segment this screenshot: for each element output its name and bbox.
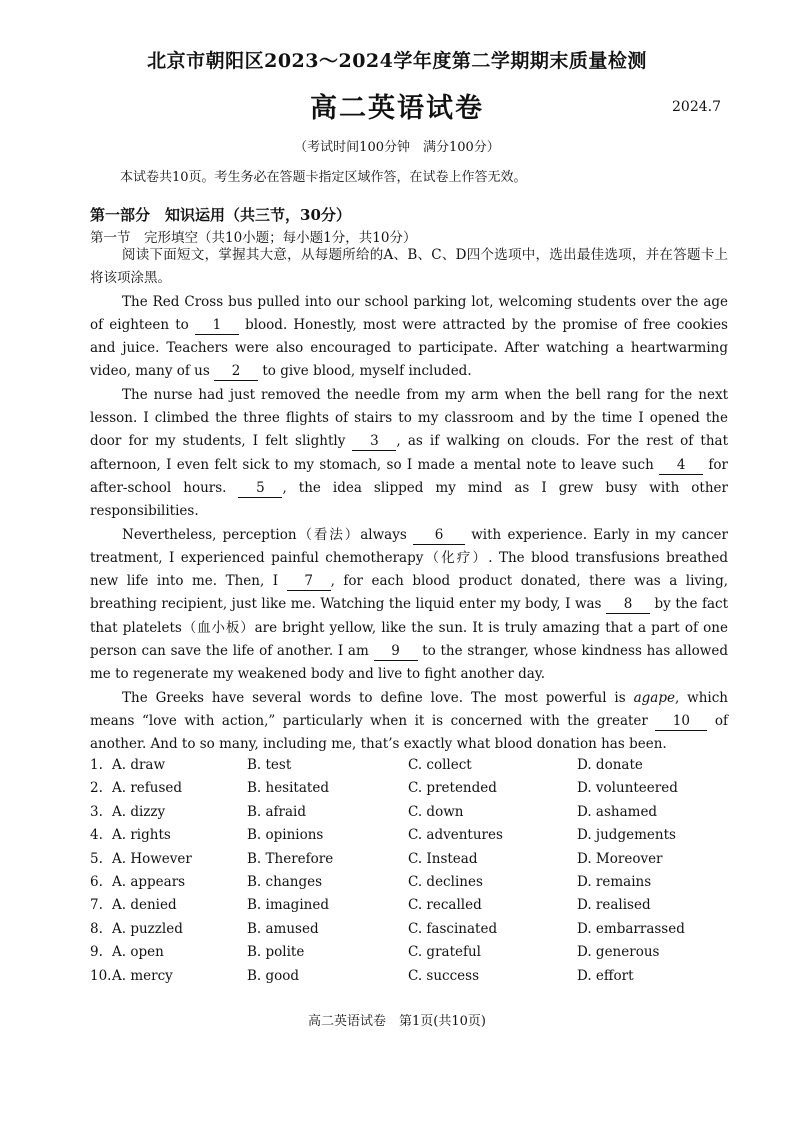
option-b: B. Therefore bbox=[247, 850, 334, 867]
option-row bbox=[90, 757, 710, 780]
instruction: 阅读下面短文，掌握其大意，从每题所给的A、B、C、D四个选项中，选出最佳选项，并在答题卡上将该项涂黑。 bbox=[90, 247, 728, 287]
page-title: 高二英语试卷 bbox=[310, 93, 484, 124]
option-c: C. recalled bbox=[408, 897, 482, 914]
passage-text: , the idea slipped my mind as I grew busy with other responsibilities. bbox=[90, 479, 728, 520]
question-number: 7. bbox=[90, 897, 103, 914]
option-b: B. afraid bbox=[247, 803, 307, 820]
passage-paragraph-3 bbox=[90, 524, 728, 687]
question-number: 8. bbox=[90, 920, 103, 937]
option-d: D. effort bbox=[577, 967, 634, 984]
option-b: B. good bbox=[247, 967, 300, 984]
option-d: D. judgements bbox=[577, 827, 676, 844]
passage-text: to give blood, myself included. bbox=[258, 363, 472, 380]
passage-text: Nevertheless, perception（看法）always bbox=[122, 526, 413, 543]
page-footer: 高二英语试卷 第1页(共10页) bbox=[308, 1014, 486, 1029]
question-number: 3. bbox=[90, 803, 103, 820]
passage-text: of another. And to so many, including me, that’s exactly what blood donation has been. bbox=[90, 712, 728, 753]
option-d: D. Moreover bbox=[577, 850, 663, 867]
passage-paragraph-1 bbox=[90, 291, 728, 384]
option-c: C. fascinated bbox=[408, 920, 498, 937]
option-a: A. puzzled bbox=[112, 920, 183, 937]
option-a: A. mercy bbox=[112, 967, 173, 984]
option-a: A. denied bbox=[112, 897, 177, 914]
option-b: B. amused bbox=[247, 920, 319, 937]
passage-text: The Greeks have several words to define love. The most powerful is bbox=[122, 689, 634, 706]
option-d: D. donate bbox=[577, 757, 643, 773]
passage-text: The nurse had just removed the needle from my arm when the bell rang for the next lesson. I climbed the three flights of stairs to my classroom and by the time I opened the door for my students, I felt slightly bbox=[90, 386, 728, 450]
option-c: C. Instead bbox=[408, 850, 478, 867]
option-d: D. generous bbox=[577, 944, 660, 961]
option-a: A. draw bbox=[112, 757, 166, 773]
option-row bbox=[90, 780, 710, 803]
option-c: C. declines bbox=[408, 873, 483, 890]
option-c: C. pretended bbox=[408, 780, 497, 797]
blank-9: 9 bbox=[374, 643, 418, 661]
option-d: D. remains bbox=[577, 873, 652, 890]
option-a: A. However bbox=[112, 850, 192, 867]
blank-7: 7 bbox=[287, 573, 331, 591]
question-number: 1. bbox=[90, 757, 103, 773]
passage-text: to the stranger, whose kindness has allowed me to regenerate my weakened body and live to fight another day. bbox=[90, 643, 728, 683]
option-b: B. imagined bbox=[247, 897, 329, 914]
question-number: 6. bbox=[90, 873, 103, 890]
exam-info: （考试时间100分钟 满分100分） bbox=[294, 140, 500, 155]
passage-paragraph-4 bbox=[90, 687, 728, 757]
option-d: D. volunteered bbox=[577, 780, 678, 797]
option-a: A. dizzy bbox=[112, 803, 166, 820]
passage-text: for after-school hours. bbox=[90, 456, 728, 496]
option-b: B. test bbox=[247, 757, 292, 773]
option-c: C. success bbox=[408, 967, 480, 984]
blank-6: 6 bbox=[413, 527, 465, 545]
option-a: A. rights bbox=[112, 827, 171, 844]
blank-1: 1 bbox=[195, 317, 239, 335]
option-row bbox=[90, 874, 710, 897]
blank-8: 8 bbox=[606, 596, 650, 614]
option-d: D. embarrassed bbox=[577, 920, 685, 937]
option-c: C. grateful bbox=[408, 944, 481, 961]
option-a: A. refused bbox=[112, 780, 183, 797]
passage-text: blood. Honestly, most were attracted by the promise of free cookies and juice. Teachers were also encouraged to participate. After watching a heartwarming video, many of us bbox=[90, 316, 728, 380]
blank-10: 10 bbox=[655, 713, 707, 731]
answer-options bbox=[90, 757, 710, 991]
question-number: 2. bbox=[90, 780, 103, 797]
question-number: 5. bbox=[90, 850, 103, 867]
option-c: C. down bbox=[408, 803, 464, 820]
school-title: 北京市朝阳区2023～2024学年度第二学期期末质量检测 bbox=[147, 50, 647, 72]
option-c: C. adventures bbox=[408, 827, 503, 844]
blank-5: 5 bbox=[238, 480, 282, 498]
option-d: D. realised bbox=[577, 897, 651, 914]
passage-text: The Red Cross bus pulled into our school parking lot, welcoming students over the age of eighteen to bbox=[90, 293, 728, 333]
part-title: 第一部分 知识运用（共三节，30分） bbox=[90, 206, 351, 224]
option-b: B. opinions bbox=[247, 827, 324, 844]
option-row bbox=[90, 897, 710, 920]
section-title: 第一节 完形填空（共10小题；每小题1分，共10分） bbox=[90, 230, 417, 246]
option-c: C. collect bbox=[408, 757, 472, 773]
blank-2: 2 bbox=[214, 363, 258, 381]
option-b: B. hesitated bbox=[247, 780, 329, 797]
passage-text: with experience. Early in my cancer treatment, I experienced painful chemotherapy（化疗）. The blood transfusions breathed new life into me. Then, I bbox=[90, 526, 728, 590]
option-row bbox=[90, 851, 710, 874]
option-a: A. open bbox=[112, 944, 164, 961]
option-row bbox=[90, 921, 710, 944]
cloze-passage bbox=[90, 244, 728, 757]
question-number: 10. bbox=[90, 967, 112, 984]
exam-date: 2024.7 bbox=[672, 99, 721, 115]
passage-paragraph-2 bbox=[90, 384, 728, 524]
option-b: B. polite bbox=[247, 944, 305, 961]
question-number: 4. bbox=[90, 827, 103, 844]
option-row bbox=[90, 804, 710, 827]
passage-text: , as if walking on clouds. For the rest of that afternoon, I even felt sick to my stomach, so I made a mental note to leave such bbox=[90, 433, 728, 473]
option-b: B. changes bbox=[247, 873, 323, 890]
question-number: 9. bbox=[90, 944, 103, 961]
option-row bbox=[90, 968, 710, 991]
passage-text: , for each blood product donated, there was a living, breathing recipient, just like me. Watching the liquid enter my body, I was bbox=[90, 573, 729, 613]
blank-4: 4 bbox=[659, 457, 703, 475]
passage-text: by the fact that platelets（血小板）are bright yellow, like the sun. It is truly amazing that a part of one person can save the life of another. I am bbox=[90, 596, 728, 660]
blank-3: 3 bbox=[352, 433, 396, 451]
option-d: D. ashamed bbox=[577, 803, 658, 820]
option-a: A. appears bbox=[112, 873, 186, 890]
agape-word: agape bbox=[633, 689, 675, 706]
option-row bbox=[90, 944, 710, 967]
passage-text: , which means “love with action,” particularly when it is concerned with the greater bbox=[90, 689, 728, 729]
option-row bbox=[90, 827, 710, 850]
exam-notice: 本试卷共10页。考生务必在答题卡指定区域作答，在试卷上作答无效。 bbox=[120, 170, 527, 185]
